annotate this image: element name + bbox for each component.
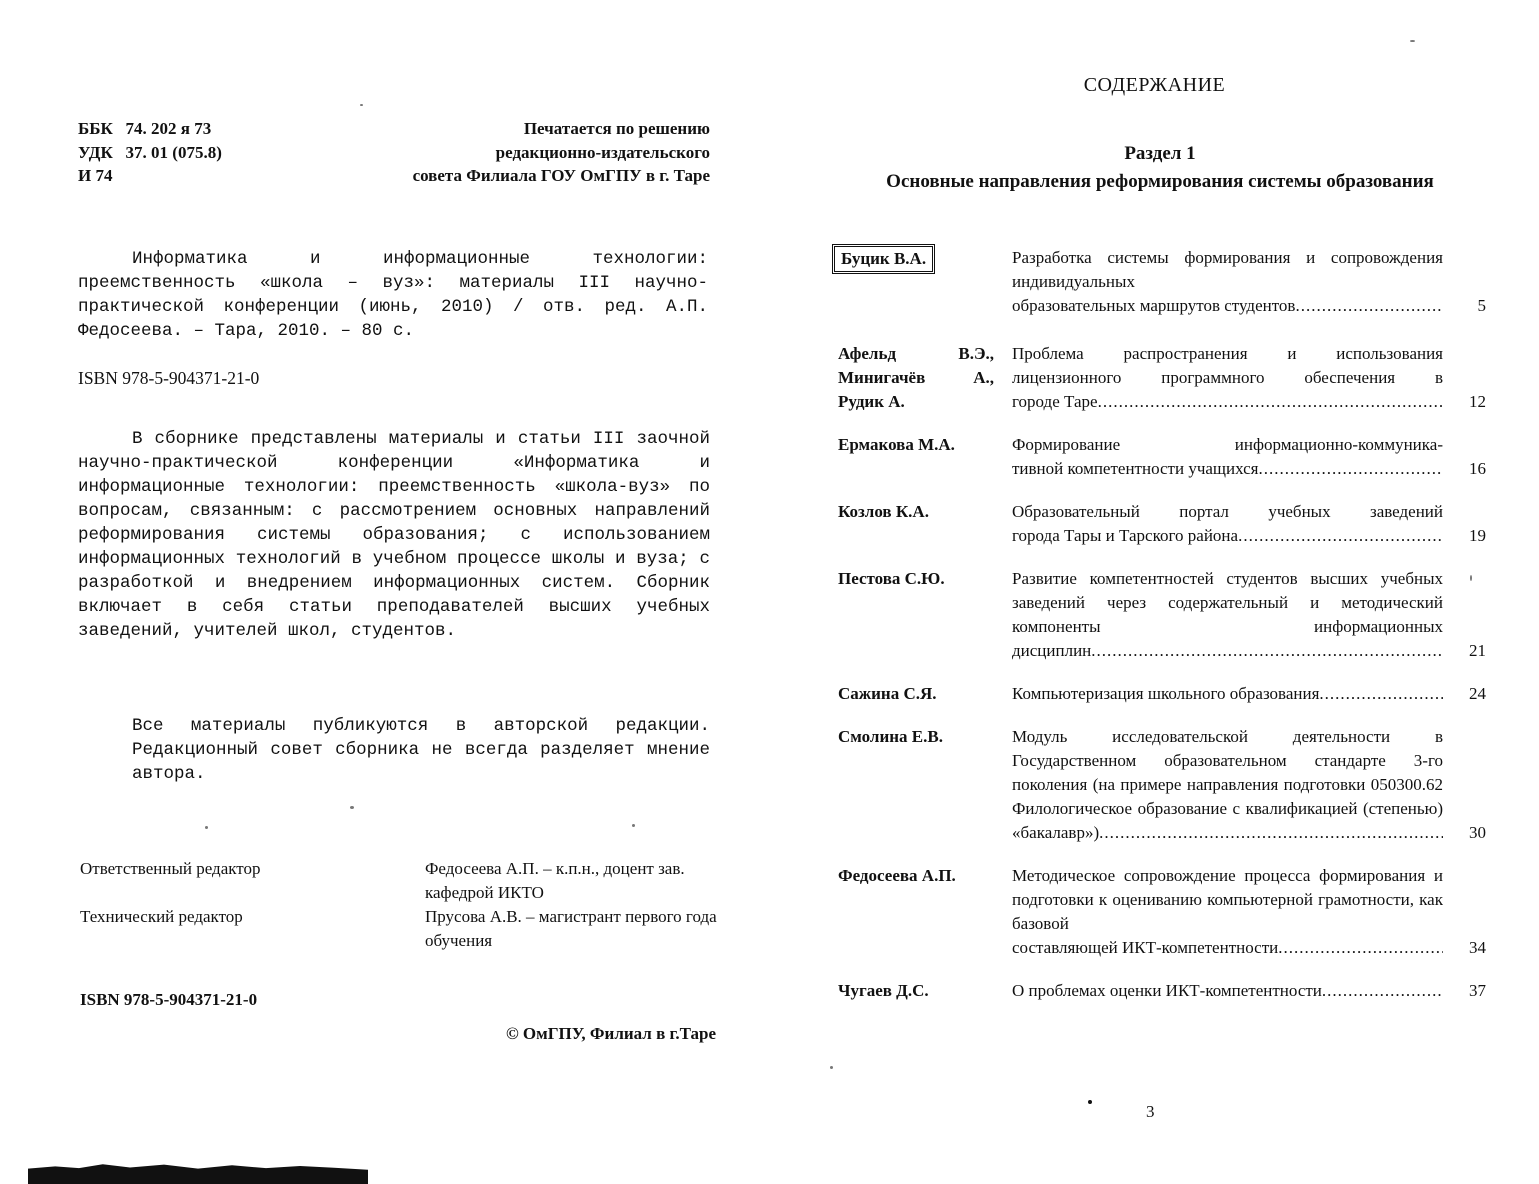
toc-title-last: О проблемах оценки ИКТ-компетентности (1012, 981, 1322, 1000)
credit-role: Технический редактор (80, 907, 243, 926)
toc-title-last: составляющей ИКТ-компетентности (1012, 938, 1279, 957)
copyright: © ОмГПУ, Филиал в г.Таре (505, 1024, 716, 1043)
publication-decision (290, 117, 710, 188)
credit-row (80, 905, 720, 953)
toc-title-last: дисциплин (1012, 641, 1092, 660)
toc-title-text: Методическое сопровождение процесса формирования и подготовки к оцениванию компьютерной грамотности, как базовой составляющей ИКТ-компетентности ..... (1012, 864, 1443, 960)
toc-title-text: Разработка системы формирования и сопровождения индивидуальных образовательных маршрутов студентов ..... (1012, 246, 1443, 318)
scan-speck (350, 806, 354, 809)
toc-title-text: Модуль исследовательской деятельности в Государственном образовательном стандарте 3-го поколения (на примере направления подготовки 050300.62 Филологическое образование с квалификацией (степенью) «бакалавр») ..... (1012, 725, 1443, 845)
toc-page-number: 34 (1469, 938, 1486, 957)
scan-speck (205, 826, 208, 829)
toc-title-text: Проблема распространения и использования лицензионного программного обеспечения в городе Таре ..... (1012, 342, 1443, 414)
scan-speck (1088, 1100, 1092, 1104)
toc-author: Сажина С.Я. (838, 684, 937, 703)
bbk-code: ББК 74. 202 я 73 (78, 119, 212, 138)
annotation: В сборнике представлены материалы и статьи III заочной научно-практической конференции «Информатика и информационные технологии: преемственность «школа-вуз» по вопросам, связанным: с рассмотрением основных направлений реформирования системы образования; с использованием информационных технологий в учебном процессе школы и вуза; с разработкой и внедрением информационных систем. Сборник включает в себя статьи преподавателей высших учебных заведений, учителей школ, студентов. (78, 429, 710, 641)
toc-page-number: 16 (1469, 459, 1486, 478)
toc-page-number: 30 (1469, 823, 1486, 842)
toc-author: Козлов К.А. (838, 502, 929, 521)
toc-title-text: Образовательный портал учебных заведений города Тары и Тарского района ..... (1012, 500, 1443, 548)
toc-entry[interactable] (838, 979, 1486, 1003)
toc-entry[interactable] (838, 500, 1486, 548)
toc-page-number: 5 (1477, 296, 1486, 315)
page-number: 3 (1146, 1102, 1155, 1121)
toc-entry[interactable] (838, 725, 1486, 845)
decision-line: редакционно-издательского (495, 142, 710, 162)
toc-author: Чугаев Д.С. (838, 981, 929, 1000)
credit-value: Федосеева А.П. – к.п.н., доцент зав. кафедрой ИКТО (425, 859, 685, 902)
toc-page-number: 24 (1469, 684, 1486, 703)
section-number: Раздел 1 (1124, 143, 1196, 164)
decision-line: Печатается по решению (523, 119, 710, 138)
toc-list (838, 246, 1486, 1003)
scan-shadow (28, 1162, 368, 1184)
toc-title-last: городе Таре (1012, 392, 1098, 411)
toc-page-number: 21 (1469, 641, 1486, 660)
toc-author: Пестова С.Ю. (838, 569, 945, 588)
scan-speck (1410, 40, 1415, 42)
toc-entry[interactable] (838, 864, 1486, 960)
toc-page-number: 19 (1469, 526, 1486, 545)
toc-author: Смолина Е.В. (838, 727, 943, 746)
toc-author: Федосеева А.П. (838, 866, 956, 885)
toc-title-text: Развитие компетентностей студентов высших учебных заведений через содержательный и методический компоненты информационных дисциплин ..... (1012, 567, 1443, 663)
toc-title-text: Формирование информационно-коммуника- тивной компетентности учащихся ..... (1012, 433, 1443, 481)
credit-row (80, 857, 720, 905)
section-heading (880, 140, 1440, 196)
udk-code: УДК 37. 01 (075.8) (78, 142, 222, 162)
toc-entry[interactable] (838, 246, 1486, 318)
editors-credits (80, 857, 720, 953)
toc-author: Ермакова М.А. (838, 435, 955, 454)
toc-title-text (1012, 979, 1443, 1003)
toc-author: Афельд В.Э., Минигачёв А., Рудик А. (838, 344, 994, 411)
scan-speck (632, 824, 635, 827)
toc-entry[interactable] (838, 433, 1486, 481)
toc-entry[interactable] (838, 567, 1486, 663)
toc-title-last: города Тары и Тарского района (1012, 526, 1239, 545)
toc-title-last: образовательных маршрутов студентов (1012, 296, 1296, 315)
author-sign: И 74 (78, 166, 113, 185)
editorial-note: Все материалы публикуются в авторской редакции. Редакционный совет сборника не всегда разделяет мнение автора. (132, 716, 710, 784)
toc-page-number: 37 (1469, 981, 1486, 1000)
toc-title: СОДЕРЖАНИЕ (1083, 74, 1226, 96)
toc-author: Буцик В.А. (838, 246, 1012, 318)
bibliographic-description: Информатика и информационные технологии: преемственность «школа – вуз»: материалы III научно-практической конференции (июнь, 2010) / отв. ред. А.П. Федосеева. – Тара, 2010. – 80 с. (78, 249, 708, 341)
credit-role: Ответственный редактор (80, 859, 261, 878)
toc-title-last: тивной компетентности учащихся (1012, 459, 1259, 478)
section-title: Основные направления реформирования системы образования (886, 171, 1434, 192)
credit-value: Прусова А.В. – магистрант первого года обучения (425, 907, 717, 950)
classification-codes (78, 117, 222, 188)
scan-speck (1470, 575, 1472, 581)
toc-entry[interactable] (838, 342, 1486, 414)
toc-page-number: 12 (1469, 392, 1486, 411)
toc-title-text (1012, 682, 1443, 706)
isbn-bottom: ISBN 978-5-904371-21-0 (80, 990, 258, 1009)
right-page (770, 0, 1539, 1184)
scan-speck (360, 104, 363, 106)
decision-line: совета Филиала ГОУ ОмГПУ в г. Таре (412, 166, 710, 185)
toc-title-last: Компьютеризация школьного образования (1012, 684, 1320, 703)
toc-title-last: «бакалавр») (1012, 823, 1100, 842)
isbn-top: ISBN 978-5-904371-21-0 (78, 368, 260, 388)
scan-speck (830, 1066, 833, 1069)
toc-entry[interactable] (838, 682, 1486, 706)
